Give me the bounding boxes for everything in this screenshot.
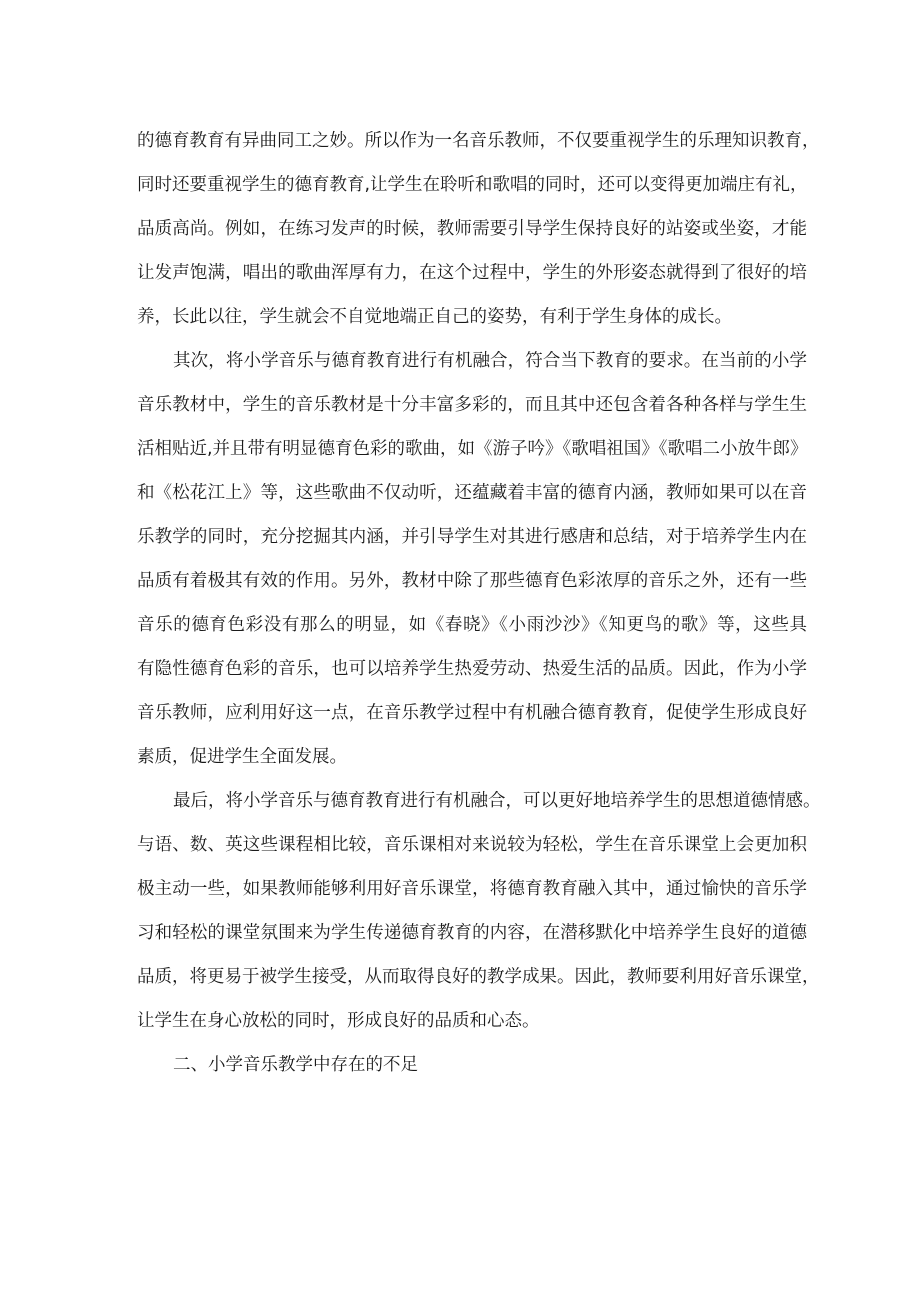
- text-line: 与语、数、英这些课程相比较，音乐课相对来说较为轻松，学生在音乐课堂上会更加积: [137, 835, 807, 855]
- text-line: 最后，将小学音乐与德育教育进行有机融合，可以更好地培养学生的思想道德情感。: [173, 791, 821, 811]
- text-line: 音乐的德育色彩没有那么的明显，如《春晓》《小雨沙沙》《知更鸟的歌》等，这些具: [137, 615, 807, 635]
- paragraph-finally-moral-emotion: [137, 783, 821, 1047]
- text-line: 其次，将小学音乐与德育教育进行有机融合，符合当下教育的要求。在当前的小学: [173, 351, 807, 371]
- section-heading: 二、小学音乐教学中存在的不足: [173, 1055, 418, 1075]
- text-line: 同时还要重视学生的德育教育,让学生在聆听和歌唱的同时，还可以变得更加端庄有礼，: [137, 175, 808, 195]
- text-line: 极主动一些，如果教师能够利用好音乐课堂，将德育教育融入其中，通过愉快的音乐学: [137, 879, 807, 899]
- text-line: 有隐性德育色彩的音乐，也可以培养学生热爱劳动、热爱生活的品质。因此，作为小学: [137, 659, 807, 679]
- text-line: 让学生在身心放松的同时，形成良好的品质和心态。: [137, 1011, 540, 1031]
- text-line: 品质有着极其有效的作用。另外，教材中除了那些德育色彩浓厚的音乐之外，还有一些: [137, 571, 807, 591]
- paragraph-moral-education-similarity: [137, 123, 820, 343]
- text-line: 活相贴近,并且带有明显德育色彩的歌曲，如《游子吟》《歌唱祖国》《歌唱二小放牛郎》: [137, 439, 808, 459]
- text-line: 音乐教材中，学生的音乐教材是十分丰富多彩的，而且其中还包含着各种各样与学生生: [137, 395, 807, 415]
- text-line: 品质，将更易于被学生接受，从而取得良好的教学成果。因此，教师要利用好音乐课堂，: [137, 967, 820, 987]
- text-line: 品质高尚。例如，在练习发声的时候，教师需要引导学生保持良好的站姿或坐姿，才能: [137, 219, 807, 239]
- text-line: 养，长此以往，学生就会不自觉地端正自己的姿势，有利于学生身体的成长。: [137, 307, 732, 327]
- text-line: 习和轻松的课堂氛围来为学生传递德育教育的内容，在潜移默化中培养学生良好的道德: [137, 923, 807, 943]
- text-line: 让发声饱满，唱出的歌曲浑厚有力，在这个过程中，学生的外形姿态就得到了很好的培: [137, 263, 807, 283]
- text-line: 音乐教师，应利用好这一点，在音乐教学过程中有机融合德育教育，促使学生形成良好: [137, 703, 807, 723]
- text-line: 和《松花江上》等，这些歌曲不仅动听，还蕴藏着丰富的德育内涵，教师如果可以在音: [137, 483, 807, 503]
- text-line: 乐教学的同时，充分挖掘其内涵，并引导学生对其进行感唐和总结，对于培养学生内在: [137, 527, 807, 547]
- paragraph-secondly-curriculum: [137, 343, 807, 783]
- document-body: [137, 123, 821, 1091]
- text-line: 素质，促进学生全面发展。: [137, 747, 347, 767]
- text-line: 的德育教育有异曲同工之妙。所以作为一名音乐教师，不仅要重视学生的乐理知识教育，: [137, 131, 820, 151]
